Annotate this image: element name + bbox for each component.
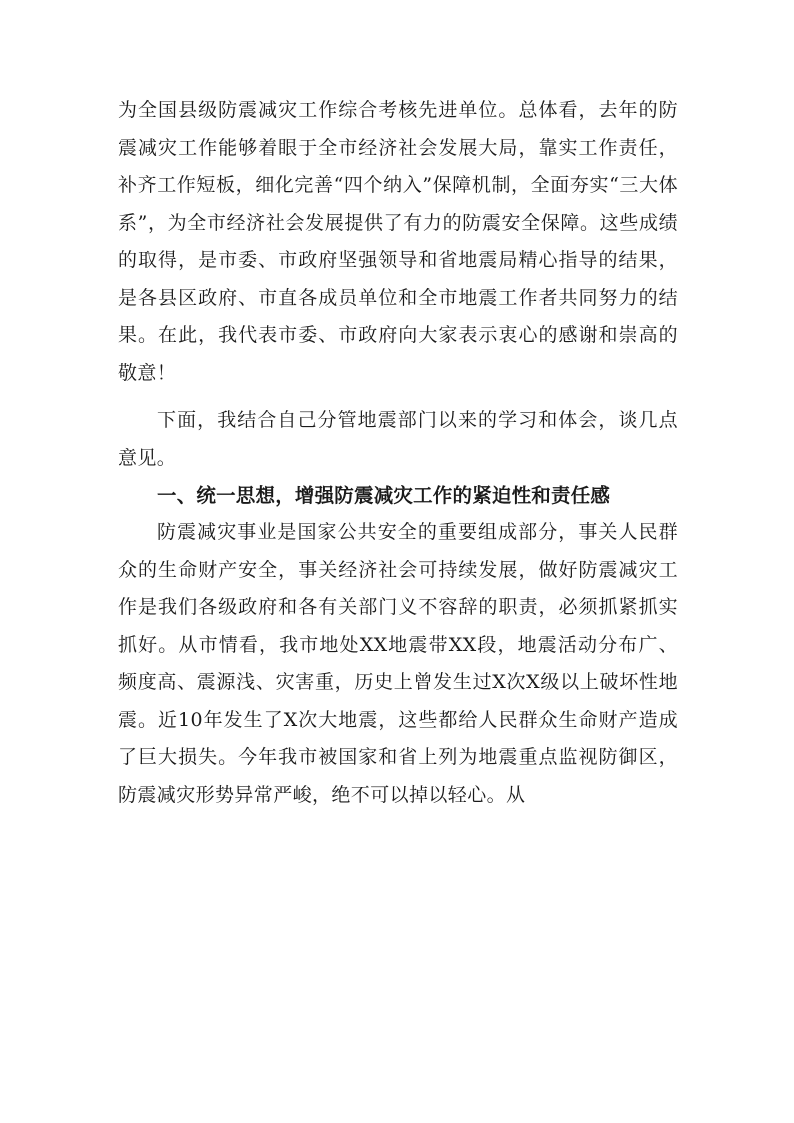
paragraph-section-body: 防震减灾事业是国家公共安全的重要组成部分，事关人民群众的生命财产安全，事关经济社会可持续发展，做好防震减灾工作是我们各级政府和各有关部门义不容辞的职责，必须抓紧抓实抓好。从市情看，我市地处XX地震带XX段，地震活动分布广、频度高、震源浅、灾害重，历史上曾发生过X次X级以上破坏性地震。近10年发生了X次大地震，这些都给人民群众生命财产造成了巨大损失。今年我市被国家和省上列为地震重点监视防御区，防震减灾形势异常严峻，绝不可以掉以轻心。从	[118, 521, 678, 806]
paragraph-continuation: 为全国县级防震减灾工作综合考核先进单位。总体看，去年的防震减灾工作能够着眼于全市经济社会发展大局，靠实工作责任，补齐工作短板，细化完善“四个纳入”保障机制，全面夯实“三大体系”，为全市经济社会发展提供了有力的防震安全保障。这些成绩的取得，是市委、市政府坚强领导和省地震局精心指导的结果，是各县区政府、市直各成员单位和全市地震工作者共同努力的结果。在此，我代表市委、市政府向大家表示衷心的感谢和崇高的敬意！	[118, 99, 678, 384]
document-body	[118, 92, 678, 814]
paragraph-intro: 下面，我结合自己分管地震部门以来的学习和体会，谈几点意见。	[118, 409, 678, 469]
section-heading: 一、统一思想，增强防震减灾工作的紧迫性和责任感	[157, 484, 611, 507]
